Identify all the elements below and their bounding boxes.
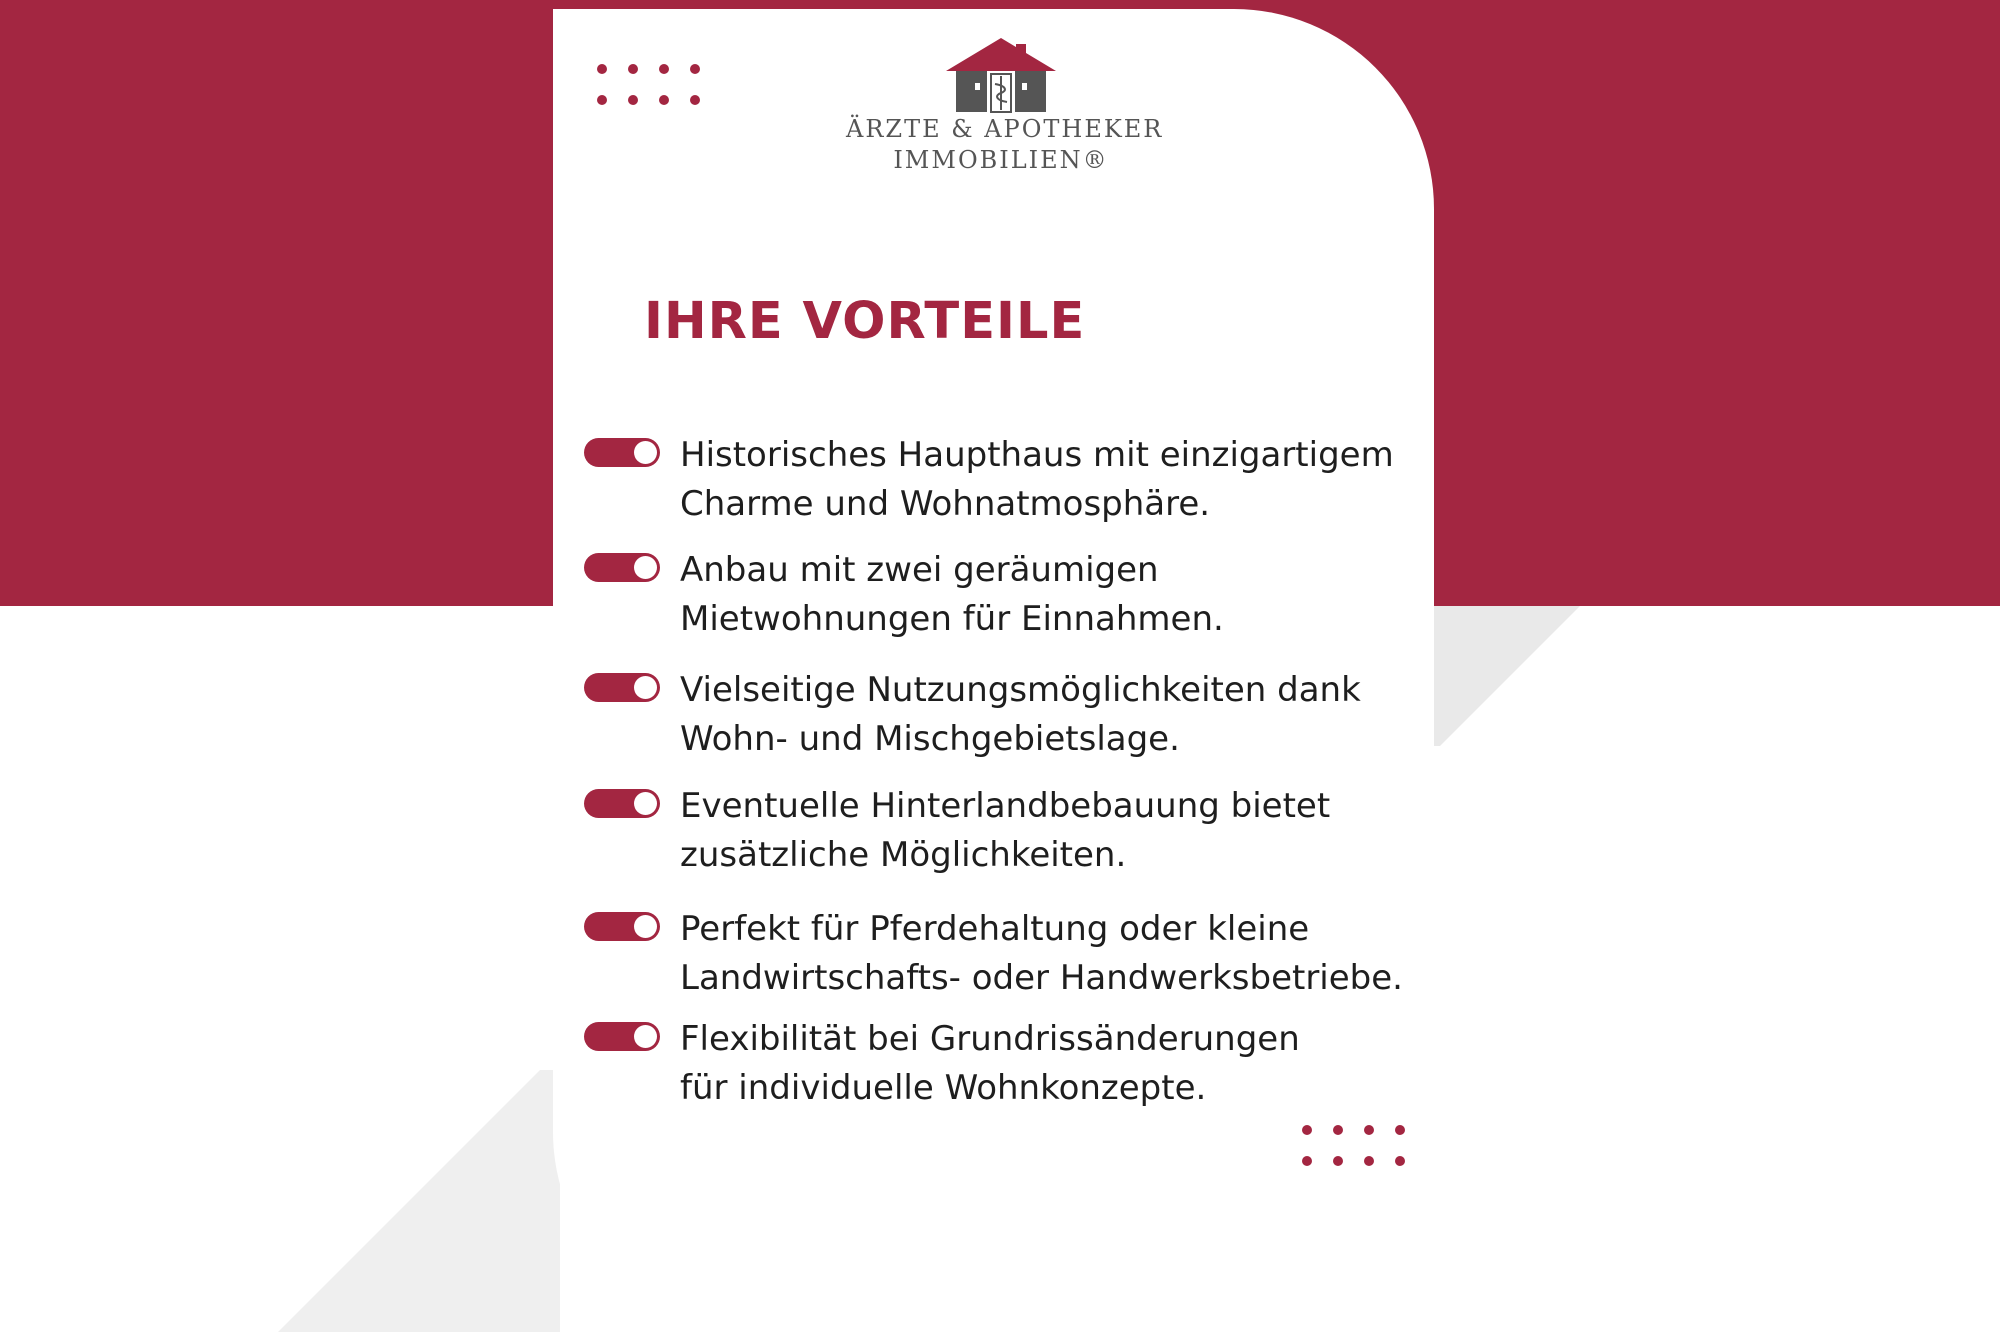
house-caduceus-icon — [946, 38, 1056, 114]
benefit-line: Charme und Wohnatmosphäre. — [680, 484, 1211, 524]
toggle-on-icon — [584, 1022, 660, 1051]
dot-pattern-bottom — [1302, 1125, 1405, 1166]
dot-pattern-top — [597, 64, 700, 105]
benefit-line: Flexibilität bei Grundrissänderungen — [680, 1019, 1300, 1059]
benefit-text — [680, 431, 1460, 529]
benefit-line: Mietwohnungen für Einnahmen. — [680, 599, 1224, 639]
benefit-line: Anbau mit zwei geräumigen — [680, 550, 1159, 590]
benefit-line: zusätzliche Möglichkeiten. — [680, 835, 1127, 875]
benefit-line: Wohn- und Mischgebietslage. — [680, 719, 1180, 759]
benefit-text — [680, 666, 1460, 764]
toggle-on-icon — [584, 673, 660, 702]
benefit-line: Eventuelle Hinterlandbebauung bietet — [680, 786, 1331, 826]
logo-text-line1: ÄRZTE & APOTHEKER — [846, 115, 1164, 143]
benefit-line: Perfekt für Pferdehaltung oder kleine — [680, 909, 1310, 949]
benefit-text — [680, 782, 1460, 880]
toggle-on-icon — [584, 789, 660, 818]
benefit-text — [680, 905, 1460, 1003]
page-title: IHRE VORTEILE — [644, 292, 1086, 351]
toggle-on-icon — [584, 912, 660, 941]
toggle-on-icon — [584, 438, 660, 467]
benefit-text — [680, 546, 1460, 644]
benefit-text — [680, 1015, 1460, 1113]
company-logo — [846, 38, 1164, 176]
logo-text-line2: IMMOBILIEN® — [893, 146, 1109, 174]
toggle-on-icon — [584, 553, 660, 582]
diagonal-shape-left — [278, 1070, 560, 1332]
benefit-line: für individuelle Wohnkonzepte. — [680, 1068, 1207, 1108]
benefit-line: Landwirtschafts- oder Handwerksbetriebe. — [680, 958, 1403, 998]
benefit-line: Historisches Haupthaus mit einzigartigem — [680, 435, 1394, 475]
benefit-line: Vielseitige Nutzungsmöglichkeiten dank — [680, 670, 1361, 710]
